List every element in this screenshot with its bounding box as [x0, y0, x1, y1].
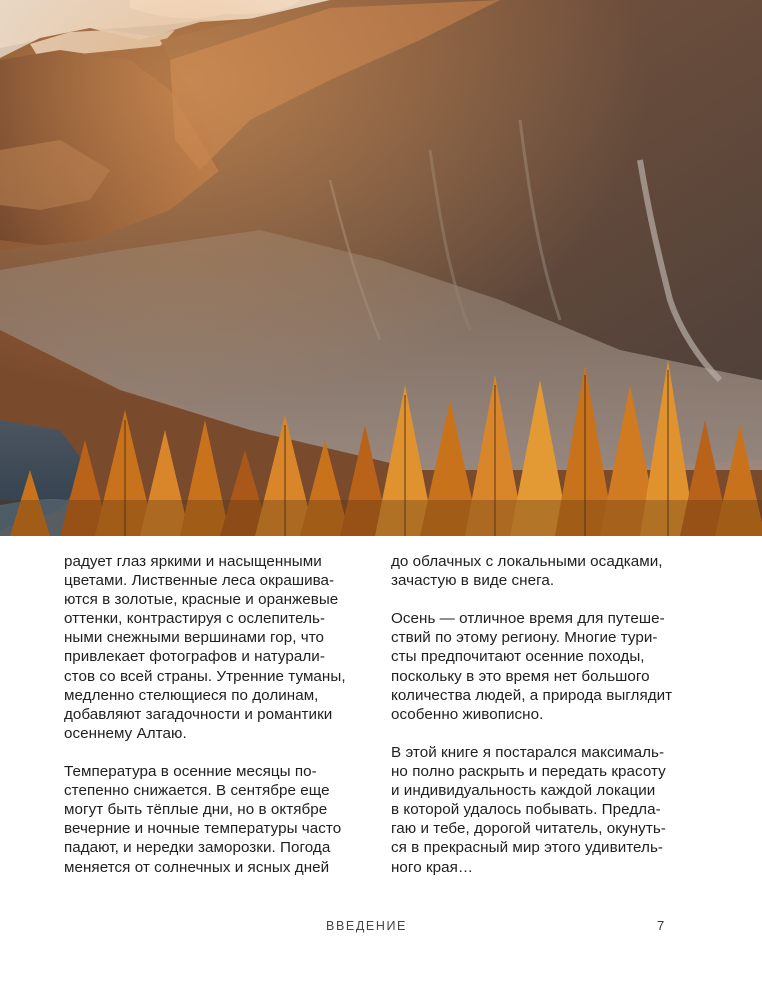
text-line: зачастую в виде снега.: [391, 572, 555, 590]
paragraph: [391, 609, 691, 724]
text-line: Осень — отличное время для путеше-: [391, 610, 665, 628]
paragraph: [64, 552, 364, 743]
text-line: падают, и нередки заморозки. Погода: [64, 839, 331, 857]
text-line: в которой удалось побывать. Предла-: [391, 801, 661, 819]
text-line: радует глаз яркими и насыщенными: [64, 553, 322, 570]
text-line: поскольку в это время нет большого: [391, 667, 650, 685]
text-line: могут быть тёплые дни, но в октябре: [64, 801, 328, 819]
text-line: медленно стелющиеся по долинам,: [64, 686, 319, 704]
text-line: привлекает фотографов и натурали-: [64, 648, 325, 666]
paragraph: [391, 552, 691, 590]
paragraph: [391, 743, 691, 877]
text-line: оттенки, контрастируя с ослепитель-: [64, 610, 326, 628]
running-footer-section-title: ВВЕДЕНИЕ: [326, 919, 407, 933]
text-line: меняется от солнечных и ясных дней: [64, 858, 330, 876]
text-line: ного края…: [391, 858, 474, 876]
paragraph: [64, 762, 364, 877]
text-line: количества людей, а природа выглядит: [391, 686, 673, 704]
text-line: степенно снижается. В сентябре еще: [64, 782, 330, 800]
text-line: ся в прекрасный мир этого удивитель-: [391, 839, 664, 857]
left-text-column: [64, 552, 364, 896]
text-line: гаю и тебе, дорогой читатель, окунуть-: [391, 820, 666, 838]
right-text-column: [391, 552, 691, 896]
text-line: вечерние и ночные температуры часто: [64, 820, 342, 838]
text-line: добавляют загадочности и романтики: [64, 705, 333, 723]
text-line: ются в золотые, красные и оранжевые: [64, 591, 339, 609]
text-line: особенно живописно.: [391, 705, 544, 723]
text-line: осеннему Алтаю.: [64, 724, 187, 742]
text-line: цветами. Лиственные леса окрашива-: [64, 572, 335, 590]
text-line: до облачных с локальными осадками,: [391, 553, 663, 570]
text-line: но полно раскрыть и передать красоту: [391, 763, 666, 781]
text-line: и индивидуальность каждой локации: [391, 782, 656, 800]
text-line: Температура в осенние месяцы по-: [64, 763, 317, 781]
text-line: сты предпочитают осенние походы,: [391, 648, 645, 666]
text-line: ными снежными вершинами гор, что: [64, 629, 325, 647]
text-line: стов со всей страны. Утренние туманы,: [64, 667, 346, 685]
page-number: 7: [657, 918, 665, 933]
text-line: В этой книге я постарался максималь-: [391, 743, 665, 761]
text-line: ствий по этому региону. Многие тури-: [391, 629, 658, 647]
